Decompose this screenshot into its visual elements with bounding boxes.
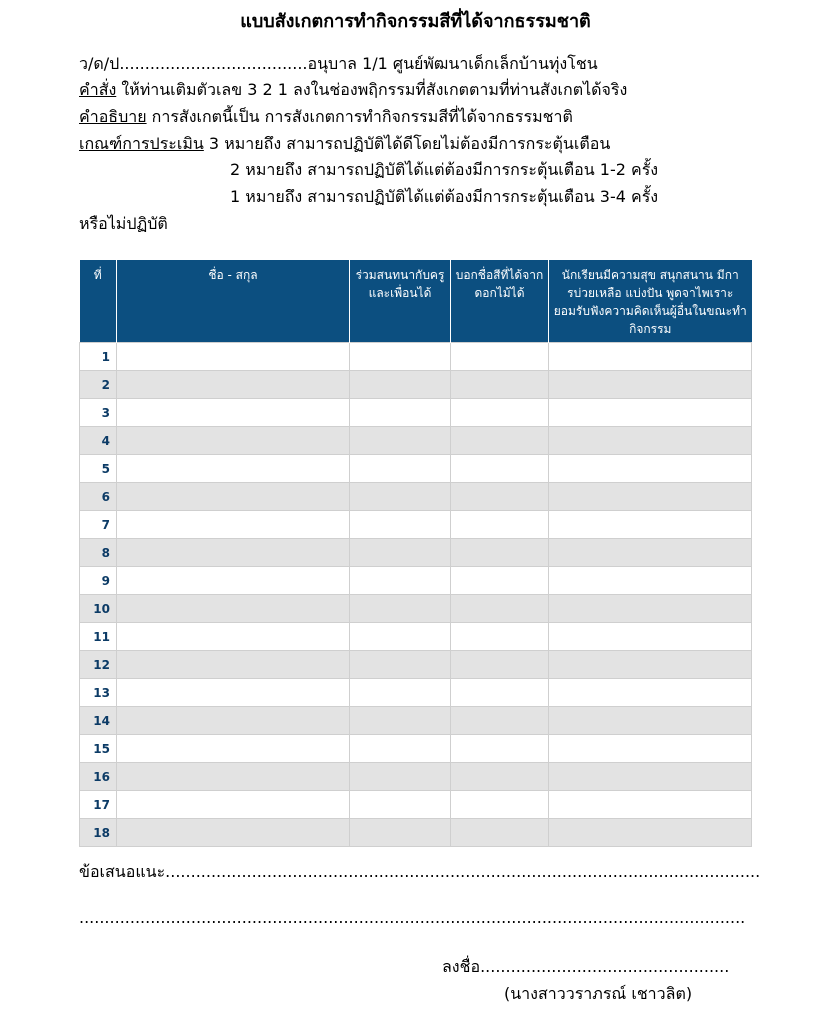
row-number-cell: 7 (80, 511, 117, 539)
conversation-cell[interactable] (350, 427, 451, 455)
row-number-cell: 17 (80, 791, 117, 819)
conversation-cell[interactable] (350, 623, 451, 651)
color-names-cell[interactable] (451, 791, 549, 819)
name-cell[interactable] (117, 567, 350, 595)
date-class-line: ว/ด/ป.....................................อนุบาล 1/1 ศูนย์พัฒนาเด็กเล็กบ้านทุ่งโชน (79, 54, 598, 73)
name-cell[interactable] (117, 707, 350, 735)
table-row (80, 623, 752, 651)
color-names-cell[interactable] (451, 539, 549, 567)
name-cell[interactable] (117, 679, 350, 707)
color-names-cell[interactable] (451, 707, 549, 735)
name-cell[interactable] (117, 455, 350, 483)
color-names-cell[interactable] (451, 483, 549, 511)
table-row (80, 679, 752, 707)
row-number-cell: 9 (80, 567, 117, 595)
instruction-label: คำสั่ง (79, 80, 117, 99)
explanation-label: คำอธิบาย (79, 107, 147, 126)
conversation-cell[interactable] (350, 791, 451, 819)
behavior-cell[interactable] (549, 567, 752, 595)
row-number-cell: 4 (80, 427, 117, 455)
table-body (80, 343, 752, 847)
row-number-cell: 18 (80, 819, 117, 847)
header-number: ที่ (80, 260, 117, 343)
color-names-cell[interactable] (451, 427, 549, 455)
header-conversation: ร่วมสนทนากับครูและเพื่อนได้ (350, 260, 451, 343)
behavior-cell[interactable] (549, 371, 752, 399)
behavior-cell[interactable] (549, 791, 752, 819)
color-names-cell[interactable] (451, 679, 549, 707)
conversation-cell[interactable] (350, 455, 451, 483)
page-title: แบบสังเกตการทำกิจกรรมสีที่ได้จากธรรมชาติ (240, 11, 591, 32)
color-names-cell[interactable] (451, 819, 549, 847)
table-row (80, 567, 752, 595)
suggestion-dots-line: ................................................................................................................................... (79, 908, 746, 927)
conversation-cell[interactable] (350, 567, 451, 595)
behavior-cell[interactable] (549, 595, 752, 623)
table-row (80, 651, 752, 679)
header-color-names: บอกชื่อสีที่ได้จากดอกไม้ได้ (451, 260, 549, 343)
name-cell[interactable] (117, 511, 350, 539)
header-name: ชื่อ - สกุล (117, 260, 350, 343)
table-row (80, 707, 752, 735)
name-cell[interactable] (117, 427, 350, 455)
explanation-line (79, 105, 573, 129)
table-row (80, 735, 752, 763)
color-names-cell[interactable] (451, 455, 549, 483)
conversation-cell[interactable] (350, 679, 451, 707)
color-names-cell[interactable] (451, 567, 549, 595)
conversation-cell[interactable] (350, 371, 451, 399)
suggestion-line: ข้อเสนอแนะ..................................................................................................................... (79, 862, 761, 881)
behavior-cell[interactable] (549, 735, 752, 763)
name-cell[interactable] (117, 483, 350, 511)
name-cell[interactable] (117, 371, 350, 399)
table-row (80, 343, 752, 371)
name-cell[interactable] (117, 763, 350, 791)
conversation-cell[interactable] (350, 707, 451, 735)
name-cell[interactable] (117, 651, 350, 679)
name-cell[interactable] (117, 819, 350, 847)
name-cell[interactable] (117, 735, 350, 763)
color-names-cell[interactable] (451, 371, 549, 399)
conversation-cell[interactable] (350, 539, 451, 567)
criteria-3: 3 หมายถึง สามารถปฏิบัติได้ดีโดยไม่ต้องมีการกระตุ้นเตือน (203, 134, 611, 153)
color-names-cell[interactable] (451, 735, 549, 763)
color-names-cell[interactable] (451, 343, 549, 371)
table-row (80, 371, 752, 399)
table-row (80, 595, 752, 623)
table-row (80, 819, 752, 847)
conversation-cell[interactable] (350, 735, 451, 763)
table-row (80, 483, 752, 511)
criteria-2: 2 หมายถึง สามารถปฏิบัติได้แต่ต้องมีการกระตุ้นเตือน 1-2 ครั้ง (230, 160, 659, 179)
instruction-line (79, 78, 627, 102)
observation-table (79, 260, 752, 847)
row-number-cell: 2 (80, 371, 117, 399)
criteria-line (79, 132, 610, 156)
criteria-1: 1 หมายถึง สามารถปฏิบัติได้แต่ต้องมีการกระตุ้นเตือน 3-4 ครั้ง (230, 187, 659, 206)
row-number-cell: 14 (80, 707, 117, 735)
row-number-cell: 3 (80, 399, 117, 427)
explanation-text: การสังเกตนี้เป็น การสังเกตการทำกิจกรรมสีที่ได้จากธรรมชาติ (146, 107, 573, 126)
conversation-cell[interactable] (350, 399, 451, 427)
row-number-cell: 12 (80, 651, 117, 679)
row-number-cell: 1 (80, 343, 117, 371)
behavior-cell[interactable] (549, 763, 752, 791)
behavior-cell[interactable] (549, 343, 752, 371)
behavior-cell[interactable] (549, 539, 752, 567)
row-number-cell: 11 (80, 623, 117, 651)
name-cell[interactable] (117, 399, 350, 427)
conversation-cell[interactable] (350, 819, 451, 847)
behavior-cell[interactable] (549, 651, 752, 679)
name-cell[interactable] (117, 595, 350, 623)
conversation-cell[interactable] (350, 511, 451, 539)
conversation-cell[interactable] (350, 483, 451, 511)
table-row (80, 763, 752, 791)
behavior-cell[interactable] (549, 455, 752, 483)
table-row (80, 399, 752, 427)
behavior-cell[interactable] (549, 399, 752, 427)
criteria-1-continued: หรือไม่ปฏิบัติ (79, 214, 168, 233)
color-names-cell[interactable] (451, 399, 549, 427)
row-number-cell: 8 (80, 539, 117, 567)
conversation-cell[interactable] (350, 763, 451, 791)
row-number-cell: 16 (80, 763, 117, 791)
color-names-cell[interactable] (451, 595, 549, 623)
table-row (80, 791, 752, 819)
behavior-cell[interactable] (549, 483, 752, 511)
conversation-cell[interactable] (350, 343, 451, 371)
behavior-cell[interactable] (549, 819, 752, 847)
behavior-cell[interactable] (549, 623, 752, 651)
color-names-cell[interactable] (451, 623, 549, 651)
behavior-cell[interactable] (549, 707, 752, 735)
instruction-text: ให้ท่านเติมตัวเลข 3 2 1 ลงในช่องพฤิกรรมที่สังเกตตามที่ท่านสังเกตได้จริง (116, 80, 628, 99)
row-number-cell: 6 (80, 483, 117, 511)
table-row (80, 539, 752, 567)
row-number-cell: 10 (80, 595, 117, 623)
criteria-label: เกณฑ์การประเมิน (79, 134, 204, 153)
behavior-cell[interactable] (549, 511, 752, 539)
behavior-cell[interactable] (549, 427, 752, 455)
name-cell[interactable] (117, 539, 350, 567)
behavior-cell[interactable] (549, 679, 752, 707)
conversation-cell[interactable] (350, 595, 451, 623)
name-cell[interactable] (117, 791, 350, 819)
table-row (80, 455, 752, 483)
name-cell[interactable] (117, 623, 350, 651)
signer-name: (นางสาววราภรณ์ เชาวลิต) (504, 984, 693, 1003)
table-header-row (80, 260, 752, 343)
color-names-cell[interactable] (451, 651, 549, 679)
conversation-cell[interactable] (350, 651, 451, 679)
table-row (80, 427, 752, 455)
color-names-cell[interactable] (451, 511, 549, 539)
color-names-cell[interactable] (451, 763, 549, 791)
row-number-cell: 15 (80, 735, 117, 763)
name-cell[interactable] (117, 343, 350, 371)
table-row (80, 511, 752, 539)
signature-line: ลงชื่อ................................................. (442, 957, 730, 976)
row-number-cell: 5 (80, 455, 117, 483)
row-number-cell: 13 (80, 679, 117, 707)
header-behavior: นักเรียนมีความสุข สนุกสนาน มีการบ่วยเหลือ แบ่งปัน พูดจาไพเราะ ยอมรับฟังความคิดเห็นผู้อื่นในขณะทำกิจกรรม (549, 260, 752, 343)
